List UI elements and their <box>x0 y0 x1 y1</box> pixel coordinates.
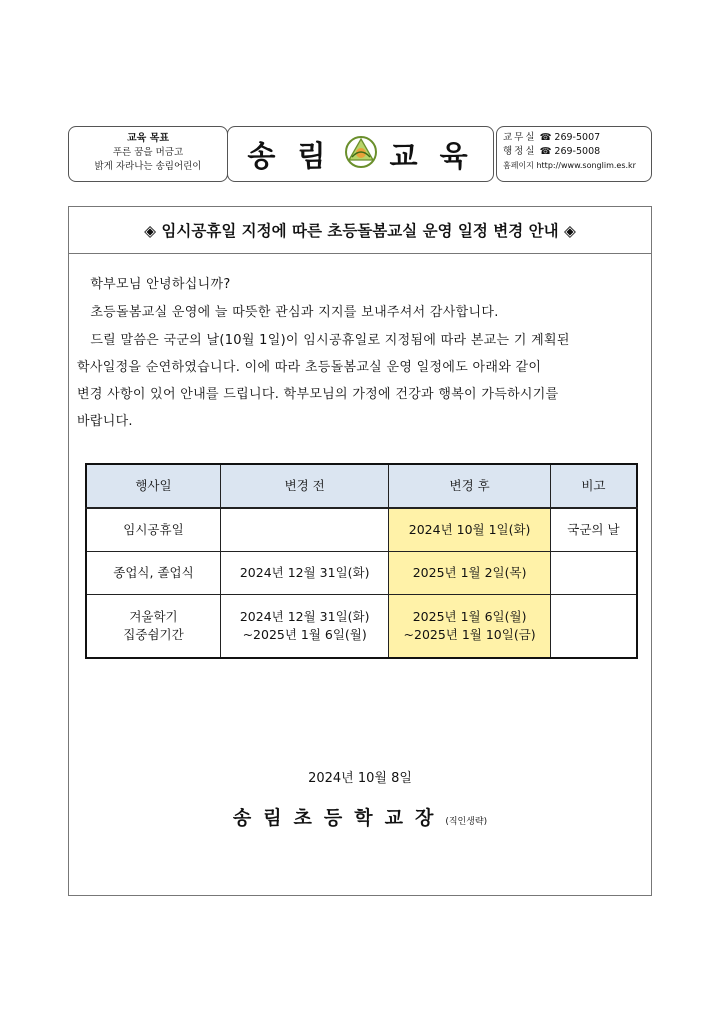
cell-after: 2025년 1월 2일(목) <box>389 552 550 595</box>
cell-after: 2024년 10월 1일(화) <box>389 508 550 552</box>
para-thanks: 초등돌봄교실 운영에 늘 따뜻한 관심과 지지를 보내주셔서 감사합니다. <box>90 305 499 320</box>
cell-note <box>550 595 637 659</box>
para-greeting: 학부모님 안녕하십니까? <box>90 277 231 292</box>
homepage-link[interactable]: http://www.songlim.es.kr <box>536 161 636 170</box>
goal-line-2: 밝게 자라나는 송림어린이 <box>94 161 202 172</box>
cell-event: 종업식, 졸업식 <box>86 552 220 595</box>
table-row <box>86 595 637 659</box>
title-right: 교 육 <box>389 138 474 173</box>
contact-line-3: 홈페이지 http://www.songlim.es.kr <box>503 161 636 170</box>
goal-title: 교육 목표 <box>126 133 170 144</box>
notice-frame <box>68 206 652 896</box>
header-event: 행사일 <box>86 464 220 508</box>
cell-before <box>220 508 388 552</box>
cell-after: 2025년 1월 6일(월) ~2025년 1월 10일(금) <box>389 595 550 659</box>
contact-box <box>496 126 652 182</box>
table-row <box>86 508 637 552</box>
para-body-2: 학사일정을 순연하였습니다. 이에 따라 초등돌봄교실 운영 일정에도 아래와 같이 <box>77 360 542 375</box>
signature-line <box>69 803 651 830</box>
contact-line-1: 교무실 ☎ 269-5007 <box>503 132 601 143</box>
cell-event: 임시공휴일 <box>86 508 220 552</box>
title-left: 송 림 <box>247 138 332 173</box>
para-body-4: 바랍니다. <box>77 414 133 429</box>
para-body-1: 드릴 말씀은 국군의 날(10월 1일)이 임시공휴일로 지정됨에 따라 본교는 기 계획된 <box>90 333 570 348</box>
contact-line-2: 행정실 ☎ 269-5008 <box>503 146 601 157</box>
songlim-logo-icon <box>344 135 378 173</box>
seal-note: (직인생략) <box>445 817 488 827</box>
signer-name: 송림초등학교장 <box>232 807 446 829</box>
cell-before: 2024년 12월 31일(화) ~2025년 1월 6일(월) <box>220 595 388 659</box>
table-header-row <box>86 464 637 508</box>
cell-note: 국군의 날 <box>550 508 637 552</box>
table-row <box>86 552 637 595</box>
goal-line-1: 푸른 꿈을 머금고 <box>112 147 184 158</box>
schedule-table <box>85 463 638 659</box>
cell-event: 겨울학기 집중쉼기간 <box>86 595 220 659</box>
cell-before: 2024년 12월 31일(화) <box>220 552 388 595</box>
header-note: 비고 <box>550 464 637 508</box>
newsletter-title-box <box>227 126 494 182</box>
para-body-3: 변경 사항이 있어 안내를 드립니다. 학부모님의 가정에 건강과 행복이 가득하시기를 <box>77 387 559 402</box>
header-after: 변경 후 <box>389 464 550 508</box>
header-before: 변경 전 <box>220 464 388 508</box>
education-goal-box <box>68 126 228 182</box>
cell-note <box>550 552 637 595</box>
issue-date: 2024년 10월 8일 <box>308 771 412 786</box>
notice-title: ◈ 임시공휴일 지정에 따른 초등돌봄교실 운영 일정 변경 안내 ◈ <box>69 207 651 254</box>
